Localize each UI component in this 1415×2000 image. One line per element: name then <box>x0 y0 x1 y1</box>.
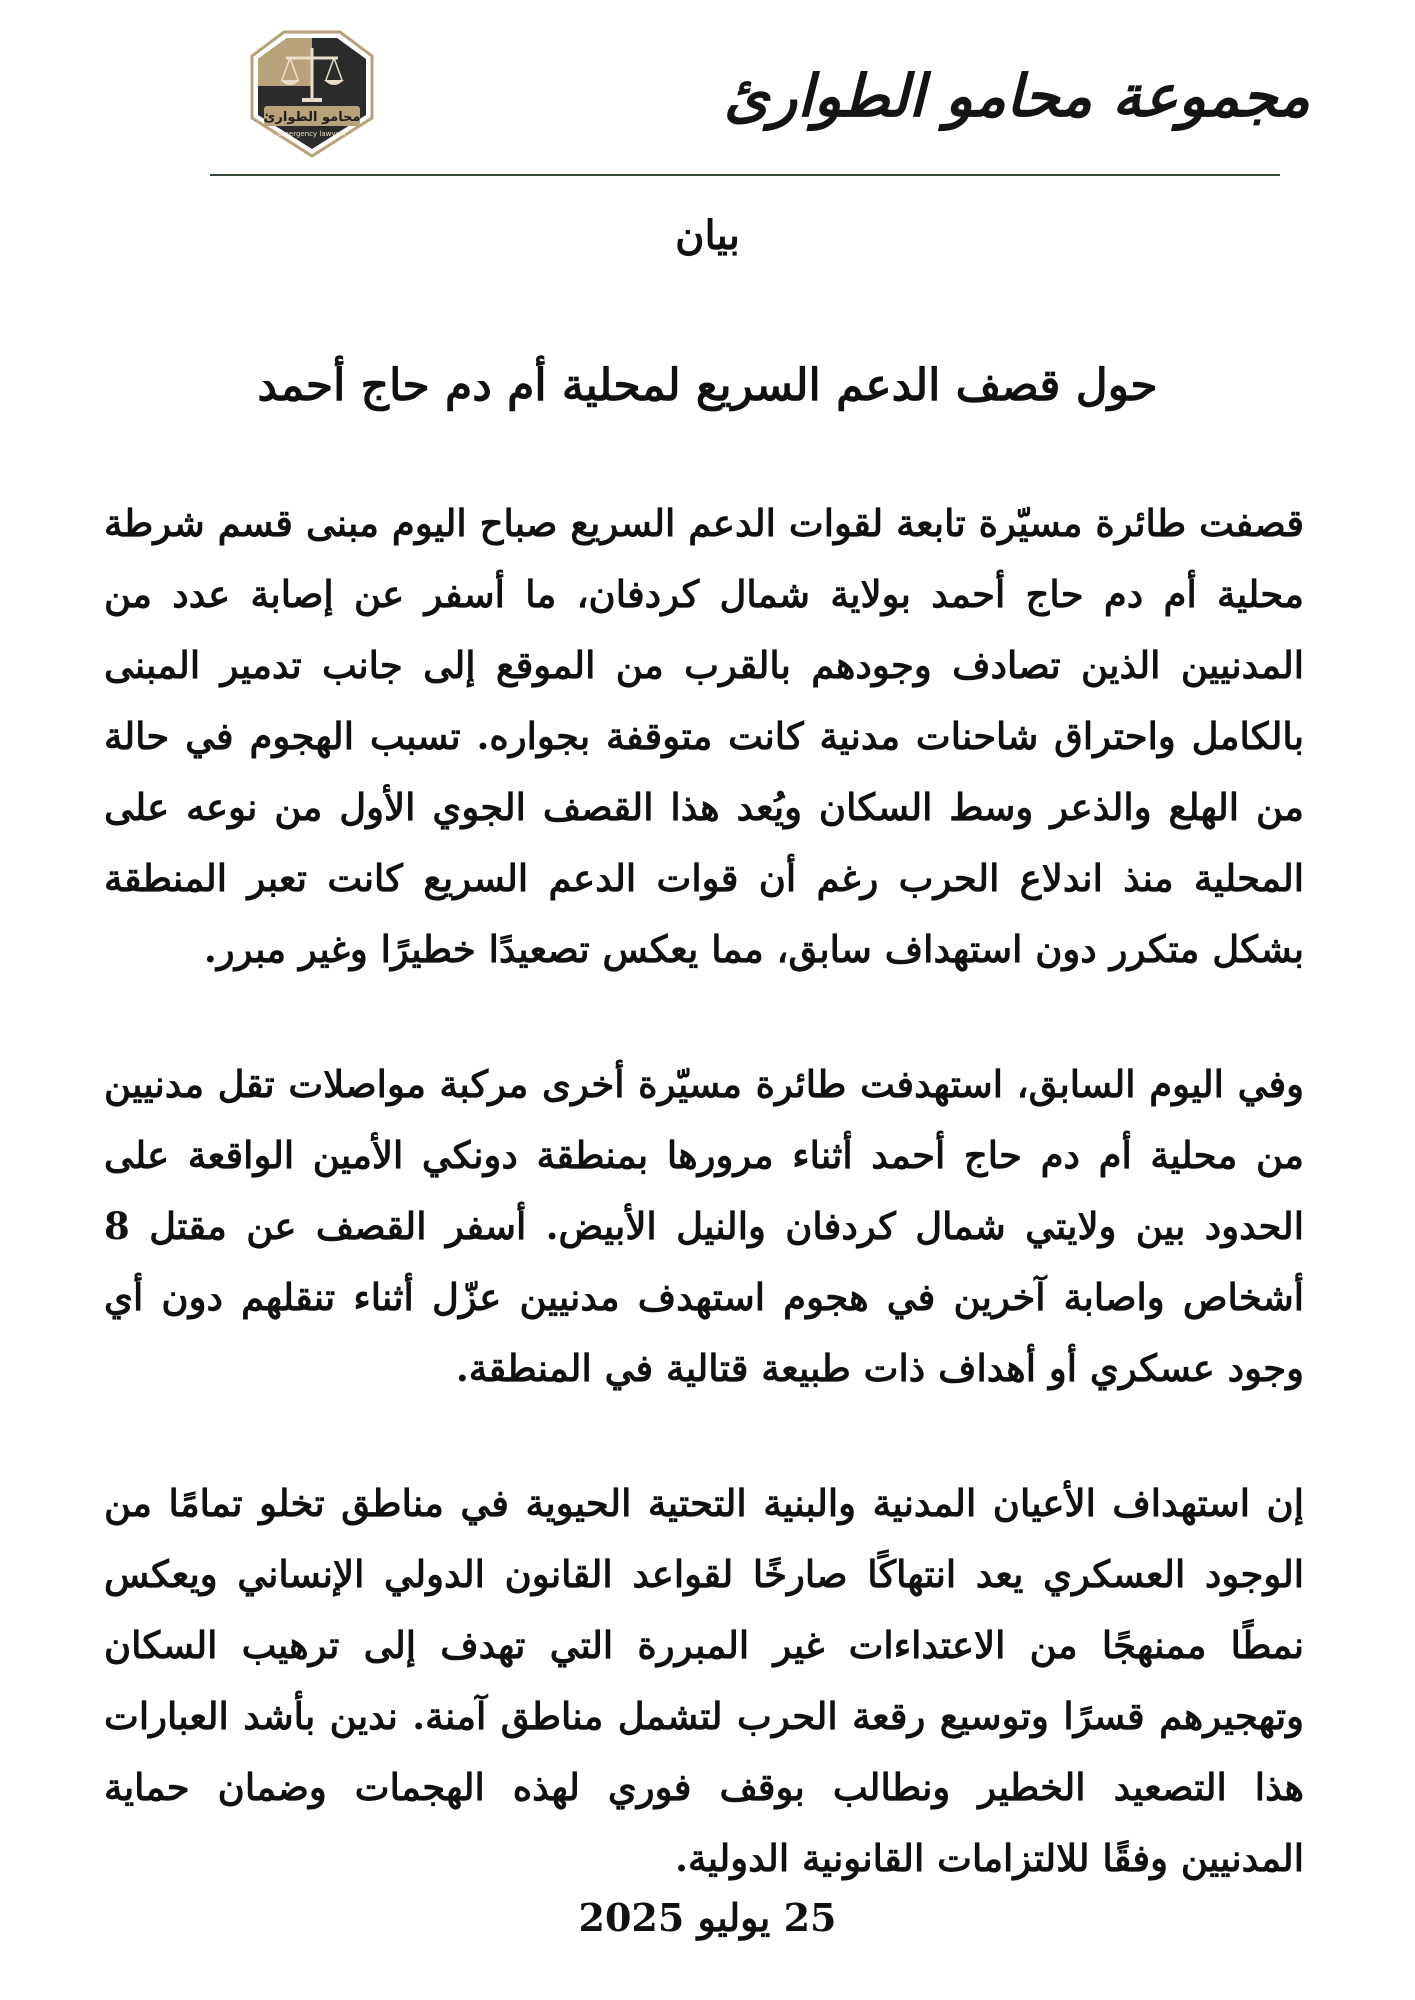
letterhead <box>110 20 1310 170</box>
scales-of-justice-logo-icon <box>244 26 380 162</box>
logo-english-text: Emergency lawyers <box>277 130 347 138</box>
statement-subject: حول قصف الدعم السريع لمحلية أم دم حاج أحمد <box>257 360 1158 411</box>
body-paragraph-1: قصفت طائرة مسيّرة تابعة لقوات الدعم السريع صباح اليوم مبنى قسم شرطة محلية أم دم حاج أحمد بولاية شمال كردفان، ما أسفر عن إصابة عدد من المدنيين الذين تصادف وجودهم بالقرب من الموقع إلى جانب تدمير المبنى بالكامل واحتراق شاحنات مدنية كانت متوقفة بجواره. تسبب الهجوم في حالة من الهلع والذعر وسط السكان ويُعد هذا القصف الجوي الأول من نوعه على المحلية منذ اندلاع الحرب رغم أن قوات الدعم السريع كانت تعبر المنطقة بشكل متكرر دون استهداف سابق، مما يعكس تصعيدًا خطيرًا وغير مبرر. <box>104 501 1304 971</box>
body-paragraph-2: وفي اليوم السابق، استهدفت طائرة مسيّرة أخرى مركبة مواصلات تقل مدنيين من محلية أم دم حاج أحمد أثناء مرورها بمنطقة دونكي الأمين الواقعة على الحدود بين ولايتي شمال كردفان والنيل الأبيض. أسفر القصف عن مقتل 8 أشخاص واصابة آخرين في هجوم استهدف مدنيين عزّل أثناء تنقلهم دون أي وجود عسكري أو أهداف ذات طبيعة قتالية في المنطقة. <box>104 1062 1304 1390</box>
statement-date: 25 يوليو 2025 <box>578 1895 837 1940</box>
organization-name: مجموعة محامو الطوارئ <box>723 62 1310 130</box>
logo-arabic-text: محامو الطوارئ <box>263 110 361 125</box>
header-divider <box>210 174 1280 176</box>
statement-body <box>104 488 1304 1958</box>
body-paragraph-3: إن استهداف الأعيان المدنية والبنية التحتية الحيوية في مناطق تخلو تمامًا من الوجود العسكري يعد انتهاكًا صارخًا لقواعد القانون الدولي الإنساني ويعكس نمطًا ممنهجًا من الاعتداءات غير المبررة التي تهدف إلى ترهيب السكان وتهجيرهم قسرًا وتوسيع رقعة الحرب لتشمل مناطق آمنة. ندين بأشد العبارات هذا التصعيد الخطير ونطالب بوقف فوري لهذه الهجمات وضمان حماية المدنيين وفقًا للالتزامات القانونية الدولية. <box>104 1481 1304 1880</box>
document-type-heading: بيان <box>675 212 740 259</box>
